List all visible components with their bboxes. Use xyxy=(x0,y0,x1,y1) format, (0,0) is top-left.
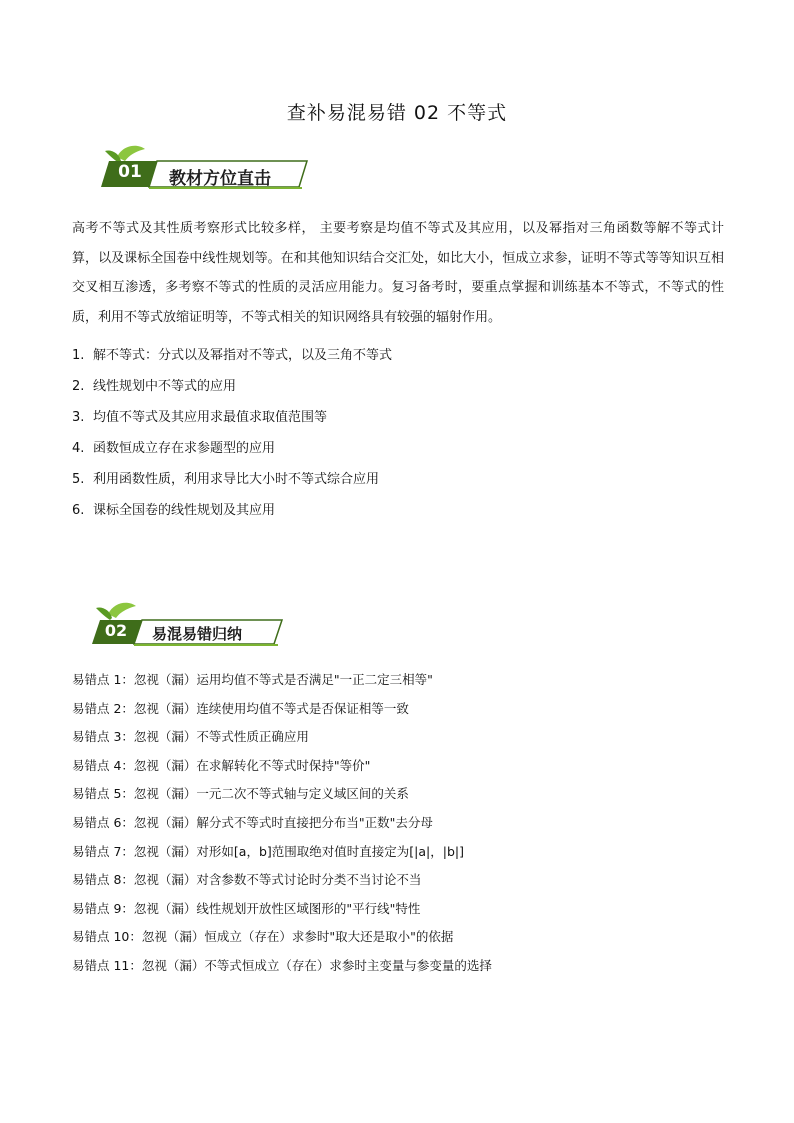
leaf-icon xyxy=(108,603,136,618)
page-title: 查补易混易错 02 不等式 xyxy=(286,102,508,124)
list-item: 易错点 5：忽视（漏）一元二次不等式轴与定义域区间的关系 xyxy=(72,786,409,802)
leaf-icon xyxy=(117,146,145,161)
section-heading: 教材方位直击 xyxy=(169,169,271,189)
list-item: 易错点 11：忽视（漏）不等式恒成立（存在）求参时主变量与参变量的选择 xyxy=(72,957,492,973)
list-item: 5. 利用函数性质，利用求导比大小时不等式综合应用 xyxy=(72,472,380,487)
list-item: 易错点 8：忽视（漏）对含参数不等式讨论时分类不当讨论不当 xyxy=(72,872,422,888)
section-banner-2 xyxy=(88,602,288,648)
topic-list xyxy=(72,340,392,526)
list-item: 1. 解不等式：分式以及幂指对不等式，以及三角不等式 xyxy=(72,348,393,363)
list-item: 易错点 4：忽视（漏）在求解转化不等式时保持"等价" xyxy=(72,757,371,773)
list-item: 易错点 9：忽视（漏）线性规划开放性区域图形的"平行线"特性 xyxy=(72,900,421,916)
list-item: 易错点 1：忽视（漏）运用均值不等式是否满足"一正二定三相等" xyxy=(72,672,433,687)
section-number: 02 xyxy=(104,621,128,640)
section-number: 01 xyxy=(118,162,142,182)
leaf-icon xyxy=(96,607,112,620)
intro-paragraph: 高考不等式及其性质考察形式比较多样， 主要考察是均值不等式及其应用，以及幂指对三角函数等解不等式计算，以及课标全国卷中线性规划等。在和其他知识结合交汇处，如比大小，恒成立求参，证明不等式等等知识互相交叉相互渗透，多考察不等式的性质的灵活应用能力。复习备考时，要重点掌握和训练基本不等式，不等式的性质，利用不等式放缩证明等，不等式相关的知识网络具有较强的辐射作用。 xyxy=(72,221,724,325)
list-item: 易错点 3：忽视（漏）不等式性质正确应用 xyxy=(72,729,309,745)
list-item: 易错点 10：忽视（漏）恒成立（存在）求参时"取大还是取小"的依据 xyxy=(72,929,454,945)
error-point-list xyxy=(72,666,492,981)
list-item: 易错点 2：忽视（漏）连续使用均值不等式是否保证相等一致 xyxy=(72,700,409,716)
list-item: 6. 课标全国卷的线性规划及其应用 xyxy=(72,503,276,518)
list-item: 易错点 7：忽视（漏）对形如[a，b]范围取绝对值时直接定为[|a|，|b|] xyxy=(72,843,464,859)
list-item: 2. 线性规划中不等式的应用 xyxy=(72,379,237,394)
section-banner-1 xyxy=(97,145,312,191)
list-item: 3. 均值不等式及其应用求最值求取值范围等 xyxy=(72,410,328,425)
list-item: 易错点 6：忽视（漏）解分式不等式时直接把分布当"正数"去分母 xyxy=(72,814,433,830)
section-heading: 易混易错归纳 xyxy=(152,625,243,643)
list-item: 4. 函数恒成立存在求参题型的应用 xyxy=(72,441,276,456)
